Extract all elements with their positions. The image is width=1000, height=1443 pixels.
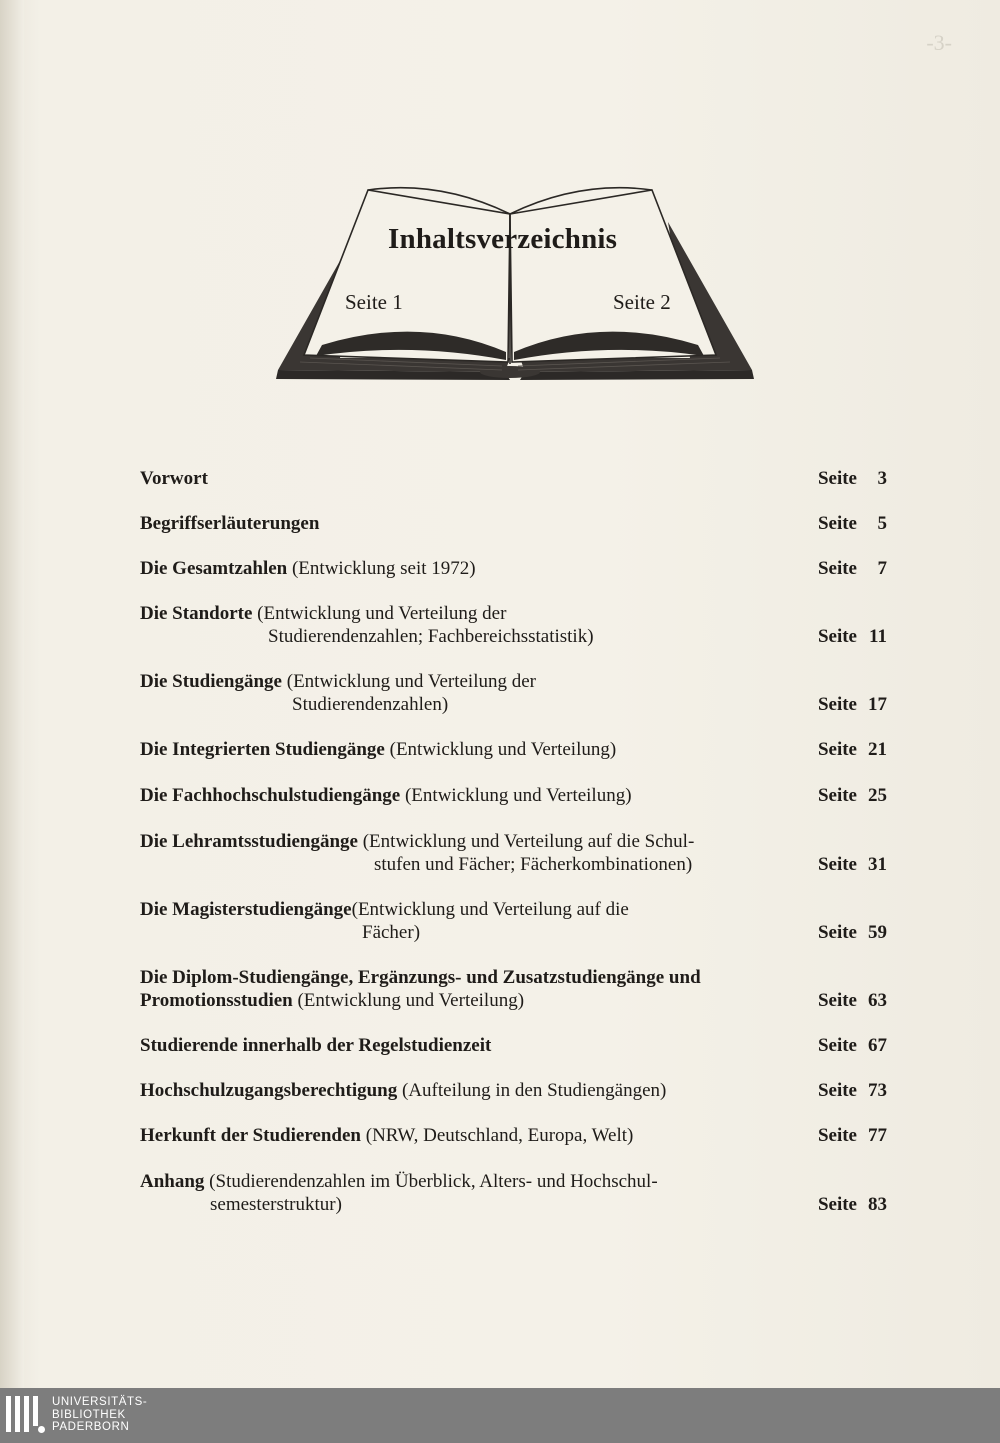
toc-entry-herkunft: Herkunft der Studierenden (NRW, Deutschland, Europa, Welt) Seite 77 — [140, 1125, 887, 1146]
toc-entry-diplom-studiengaenge: Die Diplom-Studiengänge, Ergänzungs- und Zusatzstudiengänge und Promotionsstudien (Entwicklung und Verteilung) Seite 63 — [140, 967, 887, 1011]
page-title: Inhaltsverzeichnis — [388, 223, 618, 255]
toc-entry-standorte: Die Standorte (Entwicklung und Verteilung der Studierendenzahlen; Fachbereichsstatistik) Seite 11 — [140, 603, 887, 647]
page-binding-edge — [0, 0, 24, 1388]
toc-entry-regelstudienzeit: Studierende innerhalb der Regelstudienzeit Seite 67 — [140, 1035, 887, 1056]
open-book-icon — [270, 180, 760, 390]
toc-entry-integrierte-studiengaenge: Die Integrierten Studiengänge (Entwicklung und Verteilung) Seite 21 — [140, 739, 887, 760]
page-reference: Seite 59 — [817, 922, 887, 943]
page-reference: Seite 5 — [817, 513, 887, 534]
page-reference: Seite 17 — [817, 694, 887, 715]
page-reference: Seite 67 — [817, 1035, 887, 1056]
book-left-page-label: Seite 1 — [345, 290, 403, 314]
toc-entry-begriffserlaeuterungen: Begriffserläuterungen Seite 5 — [140, 513, 887, 534]
page-reference: Seite 7 — [817, 558, 887, 579]
page-reference: Seite 25 — [817, 785, 887, 806]
toc-entry-hochschulzugangsberechtigung: Hochschulzugangsberechtigung (Aufteilung in den Studiengängen) Seite 73 — [140, 1080, 887, 1101]
toc-entry-lehramtsstudiengaenge: Die Lehramtsstudiengänge (Entwicklung und Verteilung auf die Schul- stufen und Fächer; Fächerkombinationen) Seite 31 — [140, 831, 887, 875]
toc-entry-anhang: Anhang (Studierendenzahlen im Überblick, Alters- und Hochschul- semesterstruktur) Seite 83 — [140, 1171, 887, 1215]
page-reference: Seite 11 — [817, 626, 887, 647]
toc-entry-studiengaenge: Die Studiengänge (Entwicklung und Verteilung der Studierendenzahlen) Seite 17 — [140, 671, 887, 715]
page-number: -3- — [926, 30, 952, 55]
toc-entry-fachhochschulstudiengaenge: Die Fachhochschulstudiengänge (Entwicklung und Verteilung) Seite 25 — [140, 785, 887, 806]
book-right-page-label: Seite 2 — [613, 290, 671, 314]
page-reference: Seite 83 — [817, 1194, 887, 1215]
page-reference: Seite 21 — [817, 739, 887, 760]
page-reference: Seite 31 — [817, 854, 887, 875]
library-logo-icon — [6, 1396, 44, 1434]
library-logo-text: UNIVERSITÄTS- BIBLIOTHEK PADERBORN — [52, 1396, 148, 1433]
page-reference: Seite 63 — [817, 990, 887, 1011]
toc-entry-gesamtzahlen: Die Gesamtzahlen (Entwicklung seit 1972) Seite 7 — [140, 558, 887, 579]
toc-entry-vorwort: Vorwort Seite 3 — [140, 468, 887, 489]
toc-entry-magisterstudiengaenge: Die Magisterstudiengänge(Entwicklung und Verteilung auf die Fächer) Seite 59 — [140, 899, 887, 943]
page-reference: Seite 3 — [817, 468, 887, 489]
library-footer — [0, 1388, 1000, 1443]
page-reference: Seite 77 — [817, 1125, 887, 1146]
page-reference: Seite 73 — [817, 1080, 887, 1101]
